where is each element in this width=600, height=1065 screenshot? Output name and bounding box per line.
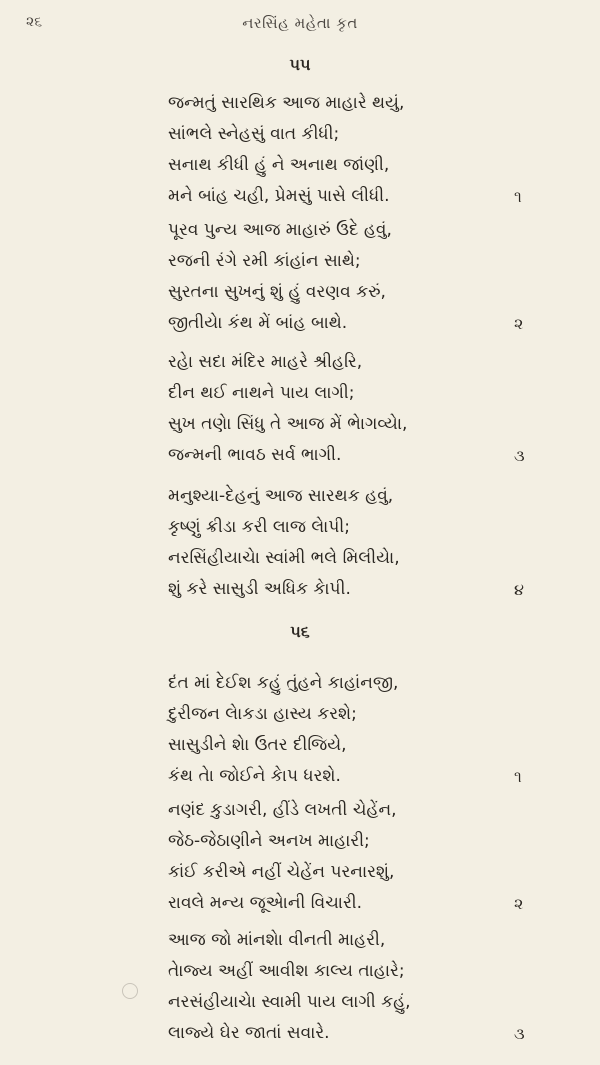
verse-line: મનુશ્યા-દેહનું આજ સારથક હવું,: [168, 486, 394, 506]
verse-line: દીન થઈ નાથને પાય લાગી;: [168, 383, 355, 403]
verse-line: નરસિંહીયાચેા સ્વાંમી ભલે મિલીયેા,: [168, 548, 400, 568]
verse-line: પૂરવ પુન્ય આજ માહારું ઉદે હવું,: [168, 220, 392, 240]
verse-number: ૪: [514, 580, 524, 599]
verse-line: જન્મતું સારથિક આજ માહારે થયું,: [168, 93, 405, 113]
verse-line: જીતીયેા કંથ મેં બાંહ બાથે.: [168, 313, 348, 333]
verse-number: ૧: [514, 187, 522, 206]
poem-heading: ૫૫: [289, 55, 311, 74]
verse-number: ૨: [514, 894, 524, 913]
verse-line: નણંદ કુડાગરી, હીંડે લખતી ચેહેંન,: [168, 800, 397, 820]
verse-line: દંત માં દેઈશ કહું તુંહને કાહાંનજી,: [168, 673, 399, 693]
verse-line: સનાથ કીધી હું ને અનાથ જાંણી,: [168, 155, 390, 175]
running-title: નરસિંહ મહેતા કૃત: [242, 14, 358, 32]
verse-line: દુરીજન લેાકડા હાસ્ય કરશે;: [168, 704, 357, 724]
verse-line: સાંભલે સ્નેહસું વાત કીધી;: [168, 124, 340, 144]
verse-line: મને બાંહ ચહી, પ્રેમસું પાસે લીધી.: [168, 186, 390, 206]
verse-line: તેાજ્ય અહીં આવીશ કાલ્ય તાહારે;: [168, 961, 405, 981]
verse-line: નરસંહીયાચેા સ્વામી પાય લાગી કહું,: [168, 992, 411, 1012]
page-number: ૨૬: [26, 14, 43, 30]
page-header: [0, 8, 600, 38]
verse-line: રાવલે મન્ય જૂએાની વિચારી.: [168, 893, 363, 913]
verse-line: રજની રંગે રમી કાંહાંન સાથે;: [168, 251, 361, 271]
margin-punch-mark: [122, 983, 138, 999]
verse-number: ૩: [514, 446, 525, 465]
verse-number: ૨: [514, 314, 524, 333]
verse-line: સુખ તણેા સિંધુ તે આજ મેં ભેાગવ્યેા,: [168, 414, 408, 434]
verse-line: આજ જો માંનશેા વીનતી માહરી,: [168, 930, 386, 950]
poem-heading: ૫૬: [290, 622, 310, 641]
verse-number: ૧: [514, 767, 522, 786]
verse-line: જન્મની ભાવઠ સર્વ ભાગી.: [168, 445, 342, 465]
verse-line: જેઠ-જેઠાણીને અનખ માહારી;: [168, 831, 370, 851]
verse-line: રહેા સદા મંદિર માહરે શ્રીહરિ,: [168, 352, 363, 372]
verse-line: લાજ્યે ઘેર જાતાં સવારે.: [168, 1023, 330, 1043]
verse-number: ૩: [514, 1024, 525, 1043]
verse-line: કંથ તેા જોઈને કેાપ ધરશે.: [168, 766, 341, 786]
verse-line: સાસુડીને શેા ઉતર દીજિયે,: [168, 735, 347, 755]
verse-line: સુરતના સુખનું શું હું વરણવ કરું,: [168, 282, 386, 302]
verse-line: કૃષ્ણું ક્રીડા કરી લાજ લેાપી;: [168, 517, 350, 537]
verse-line: શું કરે સાસુડી અધિક કેાપી.: [168, 579, 351, 599]
verse-line: કાંઈ કરીએ નહીં ચેહેંન પરનારશું,: [168, 862, 395, 882]
